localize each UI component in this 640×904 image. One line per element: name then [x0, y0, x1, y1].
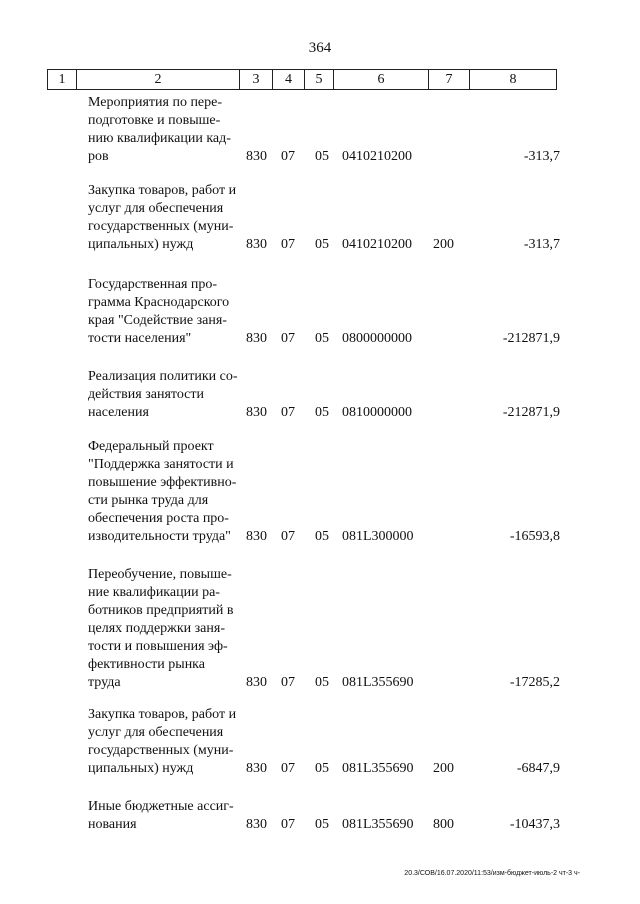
cell-c6: 081L355690: [342, 761, 414, 776]
cell-c3: 830: [246, 529, 267, 544]
cell-c4: 07: [281, 761, 295, 776]
cell-c5: 05: [315, 675, 329, 690]
cell-c8: -313,7: [523, 237, 560, 252]
column-header-5: 5: [305, 70, 334, 90]
description-line: фективности рынка: [88, 657, 205, 672]
description-line: Закупка товаров, работ и: [88, 707, 237, 722]
description-line: услуг для обеспечения: [88, 201, 224, 216]
description-line: Иные бюджетные ассиг-: [88, 799, 234, 814]
column-header-1: 1: [48, 70, 77, 90]
description-line: края "Содействие заня-: [88, 313, 227, 328]
description-line: "Поддержка занятости и: [88, 457, 234, 472]
cell-c6: 0810000000: [342, 405, 412, 420]
cell-c7: 200: [433, 761, 454, 776]
cell-c7: 800: [433, 817, 454, 832]
cell-c4: 07: [281, 237, 295, 252]
page-number: 364: [308, 40, 332, 56]
cell-c8: -16593,8: [509, 529, 560, 544]
description-line: Федеральный проект: [88, 439, 214, 454]
cell-c3: 830: [246, 817, 267, 832]
description-line: нию квалификации кад-: [88, 131, 231, 146]
description-line: действия занятости: [88, 387, 204, 402]
cell-c6: 0410210200: [342, 149, 412, 164]
cell-c8: -212871,9: [502, 405, 560, 420]
description-line: Переобучение, повыше-: [88, 567, 232, 582]
cell-c3: 830: [246, 149, 267, 164]
cell-c6: 0800000000: [342, 331, 412, 346]
cell-c4: 07: [281, 405, 295, 420]
column-header-table: [47, 69, 557, 90]
description-line: тости и повышения эф-: [88, 639, 228, 654]
cell-c5: 05: [315, 817, 329, 832]
description-line: Мероприятия по пере-: [88, 95, 223, 110]
cell-c6: 0410210200: [342, 237, 412, 252]
cell-c3: 830: [246, 675, 267, 690]
cell-c6: 081L355690: [342, 817, 414, 832]
description-line: ципальных) нужд: [88, 761, 194, 776]
description-line: ние квалификации ра-: [88, 585, 220, 600]
column-header-7: 7: [429, 70, 470, 90]
description-line: сти рынка труда для: [88, 493, 209, 508]
cell-c7: 200: [433, 237, 454, 252]
cell-c4: 07: [281, 149, 295, 164]
row-description: [88, 706, 238, 778]
description-line: труда: [88, 675, 121, 690]
description-line: грамма Краснодарского: [88, 295, 230, 310]
column-header-row: [48, 70, 557, 90]
column-header-8: 8: [470, 70, 557, 90]
row-description: [88, 94, 238, 166]
cell-c8: -6847,9: [516, 761, 560, 776]
row-description: [88, 438, 238, 546]
cell-c8: -313,7: [523, 149, 560, 164]
cell-c5: 05: [315, 331, 329, 346]
cell-c3: 830: [246, 331, 267, 346]
cell-c8: -17285,2: [509, 675, 560, 690]
description-line: подготовке и повыше-: [88, 113, 221, 128]
description-line: обеспечения роста про-: [88, 511, 229, 526]
description-line: населения: [88, 405, 149, 420]
description-line: ботников предприятий в: [88, 603, 234, 618]
cell-c8: -10437,3: [509, 817, 560, 832]
cell-c5: 05: [315, 761, 329, 776]
cell-c5: 05: [315, 237, 329, 252]
row-description: [88, 566, 238, 692]
column-header-6: 6: [334, 70, 429, 90]
row-description: [88, 368, 238, 422]
cell-c5: 05: [315, 149, 329, 164]
description-line: изводительности труда": [88, 529, 231, 544]
description-line: Закупка товаров, работ и: [88, 183, 237, 198]
column-header-4: 4: [273, 70, 305, 90]
cell-c6: 081L355690: [342, 675, 414, 690]
cell-c6: 081L300000: [342, 529, 414, 544]
cell-c8: -212871,9: [502, 331, 560, 346]
cell-c3: 830: [246, 237, 267, 252]
description-line: государственных (муни-: [88, 219, 234, 234]
cell-c3: 830: [246, 761, 267, 776]
description-line: нования: [88, 817, 137, 832]
row-description: [88, 182, 238, 254]
description-line: повышение эффективно-: [88, 475, 237, 490]
description-line: Реализация политики со-: [88, 369, 238, 384]
cell-c4: 07: [281, 817, 295, 832]
description-line: Государственная про-: [88, 277, 218, 292]
row-description: [88, 798, 238, 834]
cell-c5: 05: [315, 405, 329, 420]
description-line: ров: [88, 149, 109, 164]
cell-c5: 05: [315, 529, 329, 544]
cell-c4: 07: [281, 529, 295, 544]
column-header-2: 2: [77, 70, 240, 90]
column-header-3: 3: [240, 70, 273, 90]
description-line: услуг для обеспечения: [88, 725, 224, 740]
cell-c3: 830: [246, 405, 267, 420]
cell-c4: 07: [281, 675, 295, 690]
description-line: тости населения": [88, 331, 192, 346]
cell-c4: 07: [281, 331, 295, 346]
row-description: [88, 276, 238, 348]
document-footer: 20.3/СОВ/16.07.2020/11:53/изм-бюджет-июль-2 чт-3 ч-: [404, 870, 580, 877]
description-line: ципальных) нужд: [88, 237, 194, 252]
description-line: целях поддержки заня-: [88, 621, 225, 636]
description-line: государственных (муни-: [88, 743, 234, 758]
